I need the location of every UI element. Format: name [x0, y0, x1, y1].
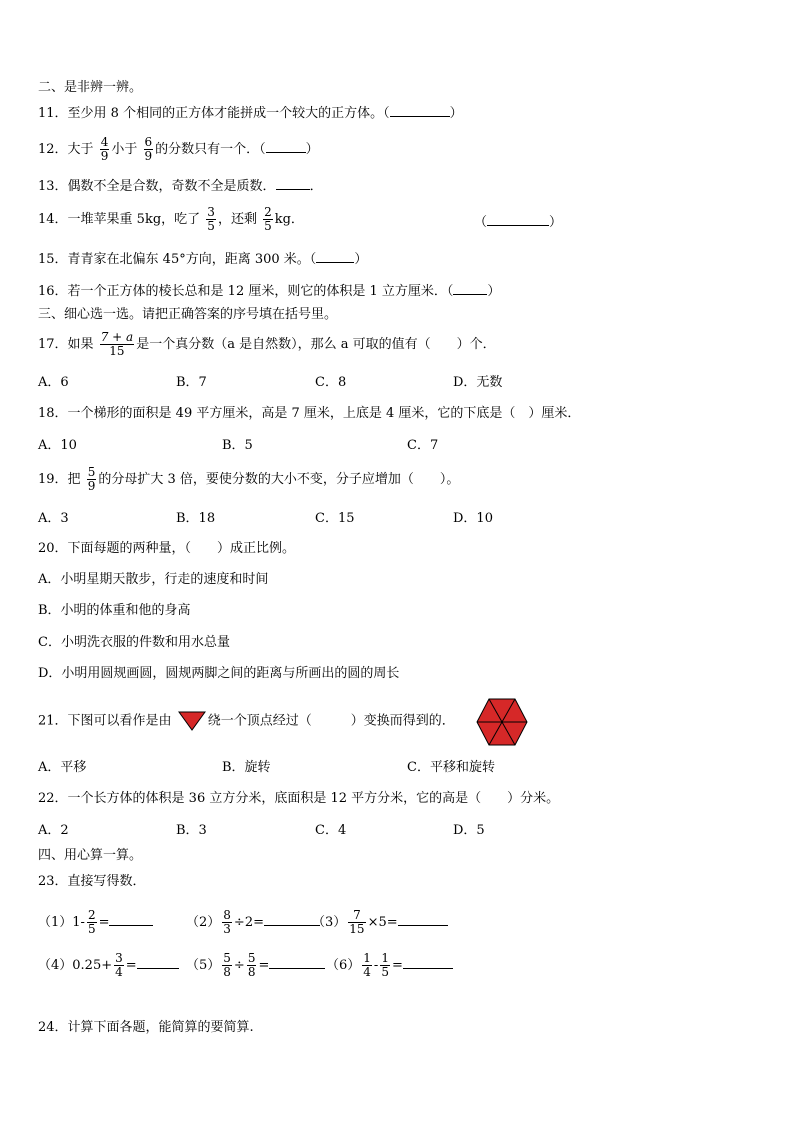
- q12-mid: 小于: [111, 142, 138, 157]
- q24-text: 计算下面各题，能简算的要简算.: [67, 1020, 254, 1035]
- q12-f2-denominator: 9: [144, 149, 153, 163]
- c5-fraction-1: [222, 952, 232, 979]
- section-2-title: 二、是非辨一辨。: [38, 80, 143, 95]
- c3-numerator: 7: [353, 908, 361, 922]
- q16-number: 16．: [38, 284, 68, 299]
- q24-number: 24．: [38, 1020, 68, 1035]
- q17-option-b[interactable]: B．7: [176, 375, 207, 390]
- q14-pre: 一堆苹果重 5kg，吃了: [67, 212, 201, 227]
- q23-calc-2: [186, 909, 320, 936]
- q21-mid: 绕一个顶点经过（ ）变换而得到的．: [207, 713, 455, 729]
- c5-f2-numerator: 5: [247, 951, 256, 965]
- q17-option-c[interactable]: C．8: [315, 375, 347, 390]
- q20-option-a[interactable]: A．小明星期天散步，行走的速度和时间: [38, 572, 269, 587]
- c2-fraction: [222, 909, 232, 936]
- c5-label: （5）: [186, 958, 221, 973]
- q11-answer-blank[interactable]: [390, 104, 450, 117]
- q19-option-a[interactable]: A．3: [38, 511, 69, 526]
- c3-label: （3）: [312, 915, 347, 930]
- c1-fraction: [87, 909, 97, 936]
- question-12: [38, 136, 319, 163]
- question-20: [38, 541, 295, 557]
- c6-f1-numerator: 1: [363, 951, 371, 965]
- c4-label: （4）0.25+: [38, 958, 113, 973]
- q12-fraction-2: [144, 136, 154, 163]
- q14-number: 14．: [38, 212, 68, 227]
- q17-denominator: 15: [100, 344, 134, 358]
- question-18: [38, 406, 580, 422]
- q21-pre: 下图可以看作是由: [67, 713, 172, 729]
- c1-post: =: [98, 915, 110, 930]
- c5-f1-denominator: 8: [223, 965, 231, 979]
- q18-option-c[interactable]: C．7: [407, 438, 439, 453]
- q12-f1-numerator: 4: [100, 135, 109, 149]
- question-15: [38, 250, 367, 268]
- q16-close: ）: [487, 284, 501, 299]
- c2-numerator: 8: [223, 908, 231, 922]
- red-triangle-icon: [178, 713, 206, 729]
- c6-f2-numerator: 1: [381, 951, 389, 965]
- q15-text: 青青家在北偏东 45°方向，距离 300 米。（: [67, 252, 317, 267]
- c5-answer-blank[interactable]: [269, 956, 325, 969]
- q11-number: 11．: [38, 106, 68, 121]
- q11-text: 至少用 8 个相同的正方体才能拼成一个较大的正方体。（: [67, 106, 390, 121]
- q17-option-d[interactable]: D．无数: [453, 375, 503, 390]
- q22-option-c[interactable]: C．4: [315, 823, 347, 838]
- c1-denominator: 5: [87, 922, 96, 936]
- q19-option-b[interactable]: B．18: [176, 511, 216, 526]
- c6-f2-denominator: 5: [381, 965, 389, 979]
- q13-number: 13．: [38, 179, 68, 194]
- question-19: [38, 466, 459, 493]
- q23-calc-6: [326, 952, 453, 979]
- q14-close: ）: [549, 215, 563, 230]
- q17-post: 是一个真分数（a 是自然数），那么 a 可取的值有（ ）个．: [136, 337, 496, 352]
- q15-answer-blank[interactable]: [316, 250, 354, 263]
- q14-f2-numerator: 2: [264, 205, 272, 219]
- c1-answer-blank[interactable]: [109, 913, 153, 926]
- q19-option-c[interactable]: C．15: [315, 511, 355, 526]
- c4-numerator: 3: [115, 951, 123, 965]
- c2-post: ÷2=: [233, 915, 264, 930]
- q17-number: 17．: [38, 337, 68, 352]
- c6-post: =: [391, 958, 403, 973]
- q19-option-d[interactable]: D．10: [453, 511, 493, 526]
- q19-numerator: 5: [87, 465, 96, 479]
- q14-open: （: [474, 215, 488, 230]
- q17-option-a[interactable]: A．6: [38, 375, 69, 390]
- q23-number: 23．: [38, 874, 68, 889]
- q17-numerator: 7 + a: [100, 330, 134, 344]
- section-3-title: 三、细心选一选。请把正确答案的序号填在括号里。: [38, 307, 338, 322]
- c3-fraction: [348, 909, 365, 936]
- q22-option-b[interactable]: B．3: [176, 823, 207, 838]
- q18-option-b[interactable]: B．5: [222, 438, 253, 453]
- c5-f2-denominator: 8: [247, 965, 256, 979]
- q23-calc-1: [38, 909, 153, 936]
- q12-pre: 大于: [67, 142, 94, 157]
- q12-fraction-1: [100, 136, 110, 163]
- question-21: [38, 713, 455, 730]
- q16-answer-blank[interactable]: [453, 282, 487, 295]
- q20-option-d[interactable]: D．小明用圆规画圆，圆规两脚之间的距离与所画出的圆的周长: [38, 666, 400, 681]
- question-11: [38, 104, 463, 122]
- q22-number: 22．: [38, 791, 68, 806]
- q13-post: ．: [309, 179, 323, 194]
- q15-number: 15．: [38, 252, 68, 267]
- q13-answer-blank[interactable]: [276, 177, 310, 190]
- q14-post: kg．: [274, 212, 304, 227]
- q15-close: ）: [354, 252, 368, 267]
- q19-post: 的分母扩大 3 倍，要使分数的大小不变，分子应增加（ ）。: [98, 472, 460, 487]
- c4-denominator: 4: [115, 965, 123, 979]
- c2-denominator: 3: [223, 922, 231, 936]
- q19-denominator: 9: [87, 479, 96, 493]
- question-16: [38, 282, 500, 300]
- c6-op: -: [373, 958, 379, 973]
- q18-option-a[interactable]: A．10: [38, 438, 77, 453]
- q18-text: 一个梯形的面积是 49 平方厘米，高是 7 厘米，上底是 4 厘米，它的下底是（ ）厘米．: [67, 406, 581, 421]
- q14-answer-bracket: [474, 213, 562, 231]
- q18-number: 18．: [38, 406, 68, 421]
- c3-answer-blank[interactable]: [398, 913, 448, 926]
- q20-text: 下面每题的两种量，（ ）成正比例。: [67, 541, 296, 556]
- c3-post: ×5=: [367, 915, 398, 930]
- q14-f1-denominator: 5: [207, 219, 215, 233]
- section-4-title: 四、用心算一算。: [38, 848, 143, 863]
- q13-text: 偶数不全是合数，奇数不全是质数．: [67, 179, 276, 194]
- c5-op: ÷: [233, 958, 245, 973]
- c4-post: =: [125, 958, 137, 973]
- q17-pre: 如果: [67, 337, 94, 352]
- c5-f1-numerator: 5: [223, 951, 231, 965]
- q21-option-c[interactable]: C．平移和旋转: [407, 760, 495, 775]
- q22-option-a[interactable]: A．2: [38, 823, 69, 838]
- q19-number: 19．: [38, 472, 68, 487]
- q17-fraction: [100, 331, 134, 358]
- question-14: [38, 206, 304, 233]
- c6-fraction-1: [362, 952, 372, 979]
- q21-number: 21．: [38, 713, 68, 729]
- c6-label: （6）: [326, 958, 361, 973]
- q20-number: 20．: [38, 541, 68, 556]
- q20-option-b[interactable]: B．小明的体重和他的身高: [38, 603, 191, 618]
- c1-label: （1）1-: [38, 915, 85, 930]
- c5-fraction-2: [247, 952, 257, 979]
- q12-post: 的分数只有一个．（: [155, 142, 266, 157]
- question-22: [38, 791, 559, 807]
- q21-option-a[interactable]: A．平移: [38, 760, 87, 775]
- question-23: [38, 874, 146, 890]
- red-hexagon-icon: [476, 696, 528, 748]
- question-17: [38, 331, 496, 358]
- q23-calc-5: [186, 952, 325, 979]
- question-24: [38, 1020, 254, 1036]
- q19-pre: 把: [67, 472, 81, 487]
- c2-label: （2）: [186, 915, 221, 930]
- q20-option-c[interactable]: C．小明洗衣服的件数和用水总量: [38, 635, 230, 650]
- q12-number: 12．: [38, 142, 68, 157]
- q12-f2-numerator: 6: [144, 135, 153, 149]
- q22-text: 一个长方体的体积是 36 立方分米，底面积是 12 平方分米，它的高是（ ）分米。: [67, 791, 560, 806]
- c5-post: =: [258, 958, 270, 973]
- q12-f1-denominator: 9: [100, 149, 109, 163]
- q14-fraction-1: [206, 206, 216, 233]
- q14-f1-numerator: 3: [207, 205, 215, 219]
- q14-f2-denominator: 5: [264, 219, 272, 233]
- q14-fraction-2: [263, 206, 273, 233]
- q14-mid: ，还剩: [217, 212, 257, 227]
- q21-option-b[interactable]: B．旋转: [222, 760, 271, 775]
- q14-answer-blank[interactable]: [487, 213, 549, 226]
- q23-calc-3: [312, 909, 448, 936]
- q12-answer-blank[interactable]: [266, 140, 306, 153]
- c6-answer-blank[interactable]: [403, 956, 453, 969]
- c4-fraction: [114, 952, 124, 979]
- q23-calc-4: [38, 952, 179, 979]
- c1-numerator: 2: [87, 908, 96, 922]
- c6-f1-denominator: 4: [363, 965, 371, 979]
- q23-text: 直接写得数．: [67, 874, 146, 889]
- q11-close: ）: [449, 106, 463, 121]
- q16-text: 若一个正方体的棱长总和是 12 厘米，则它的体积是 1 立方厘米．（: [67, 284, 454, 299]
- q22-option-d[interactable]: D．5: [453, 823, 485, 838]
- c4-answer-blank[interactable]: [137, 956, 179, 969]
- q12-close: ）: [305, 142, 319, 157]
- q19-fraction: [87, 466, 97, 493]
- c3-denominator: 15: [349, 922, 365, 936]
- c6-fraction-2: [380, 952, 390, 979]
- question-13: [38, 177, 323, 195]
